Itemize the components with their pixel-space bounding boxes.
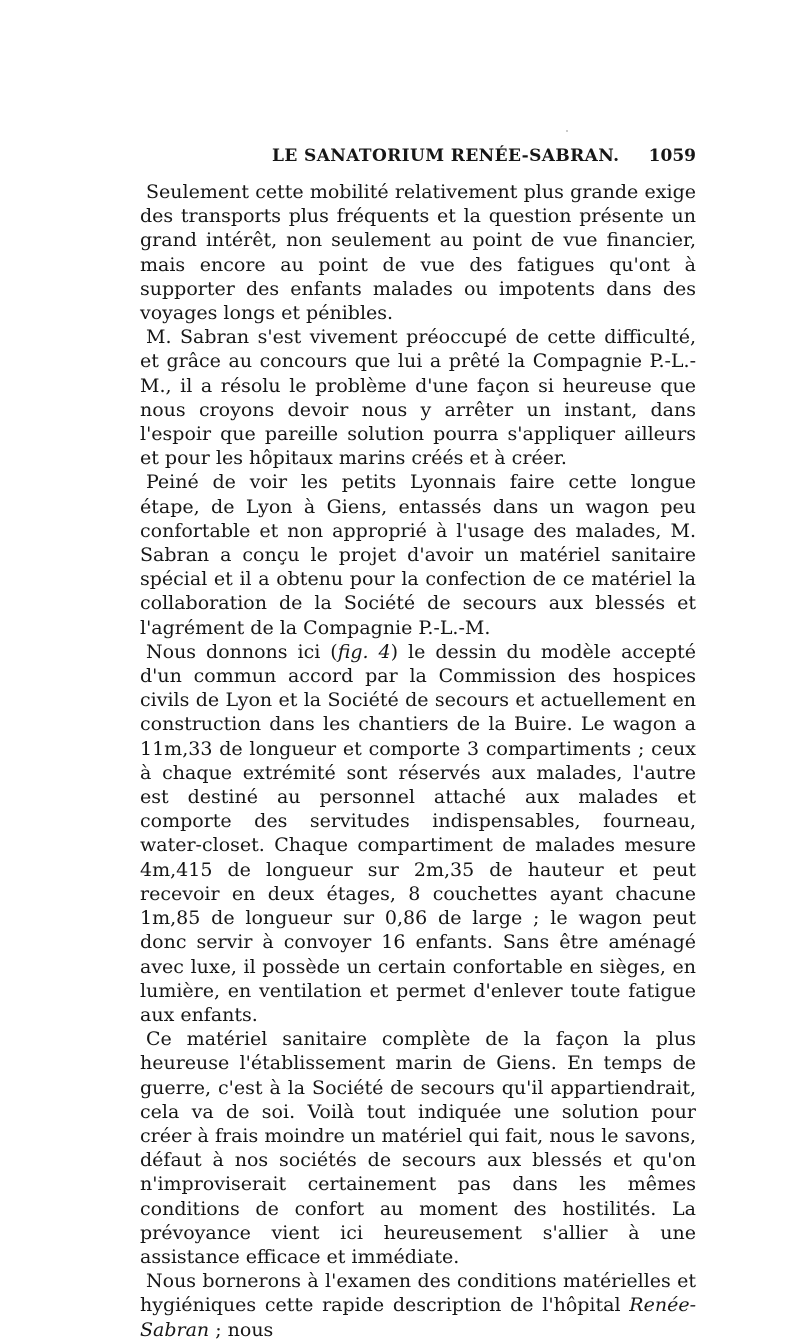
page-speck [566, 130, 568, 132]
page-header [140, 146, 696, 174]
page-number: 1059 [648, 146, 696, 166]
paragraph-1: Seulement cette mobilité relativement plus grande exige des transports plus fréquents et la question présente un grand intérêt, non seulement au point de vue financier, mais encore au point de vue des fatigues qu'ont à supporter des enfants malades ou impotents dans des voyages longs et pénibles. [140, 181, 696, 325]
paragraph-6-start: Nous bornerons à l'examen des conditions matérielles et hygiéniques cette rapide description de l'hôpital [140, 1270, 696, 1317]
paragraph-6 [140, 1269, 696, 1342]
running-title: LE SANATORIUM RENÉE-SABRAN. [272, 146, 620, 166]
paragraph-3: Peiné de voir les petits Lyonnais faire cette longue étape, de Lyon à Giens, entassés dans un wagon peu confortable et non approprié à l'usage des malades, M. Sabran a conçu le projet d'avoir un matériel sanitaire spécial et il a obtenu pour la confection de ce matériel la collaboration de la Société de secours aux blessés et l'agrément de la Compagnie P.-L.-M. [140, 471, 696, 639]
paragraph-5: Ce matériel sanitaire complète de la façon la plus heureuse l'établissement marin de Giens. En temps de guerre, c'est à la Société de secours qu'il appartiendrait, cela va de soi. Voilà tout indiquée une solution pour créer à frais moindre un matériel qui fait, nous le savons, défaut à nos sociétés de secours aux blessés et qu'on n'improviserait certainement pas dans les mêmes conditions de confort au moment des hostilités. La prévoyance vient ici heureusement s'allier à une assistance efficace et immédiate. [140, 1028, 696, 1268]
paragraph-4-rest: ) le dessin du modèle accepté d'un commun accord par la Commission des hospices civils de Lyon et la Société de secours et actuellement en construction dans les chantiers de la Buire. Le wagon a 11m,33 de longueur et comporte 3 compartiments ; ceux à chaque extrémité sont réservés aux malades, l'autre est destiné au personnel attaché aux malades et comporte des servitudes indispensables, fourneau, water-closet. Chaque compartiment de malades mesure 4m,415 de longueur sur 2m,35 de hauteur et peut recevoir en deux étages, 8 couchettes ayant chacune 1m,85 de longueur sur 0,86 de large ; le wagon peut donc servir à convoyer 16 enfants. Sans être aménagé avec luxe, il possède un certain confortable en sièges, en lumière, en ventilation et permet d'enlever toute fatigue aux enfants. [140, 640, 696, 1026]
body-text [140, 180, 696, 1341]
paragraph-6-end: ; nous [209, 1318, 274, 1341]
hospital-name: Renée-Sabran [140, 1294, 696, 1341]
paragraph-2: M. Sabran s'est vivement préoccupé de cette difficulté, et grâce au concours que lui a prêté la Compagnie P.-L.-M., il a résolu le problème d'une façon si heureuse que nous croyons devoir nous y arrêter un instant, dans l'espoir que pareille solution pourra s'appliquer ailleurs et pour les hôpitaux marins créés et à créer. [140, 326, 696, 470]
paragraph-4 [140, 640, 696, 1027]
paragraph-4-start: Nous donnons ici ( [146, 640, 338, 663]
figure-reference: fig. 4 [337, 640, 391, 663]
